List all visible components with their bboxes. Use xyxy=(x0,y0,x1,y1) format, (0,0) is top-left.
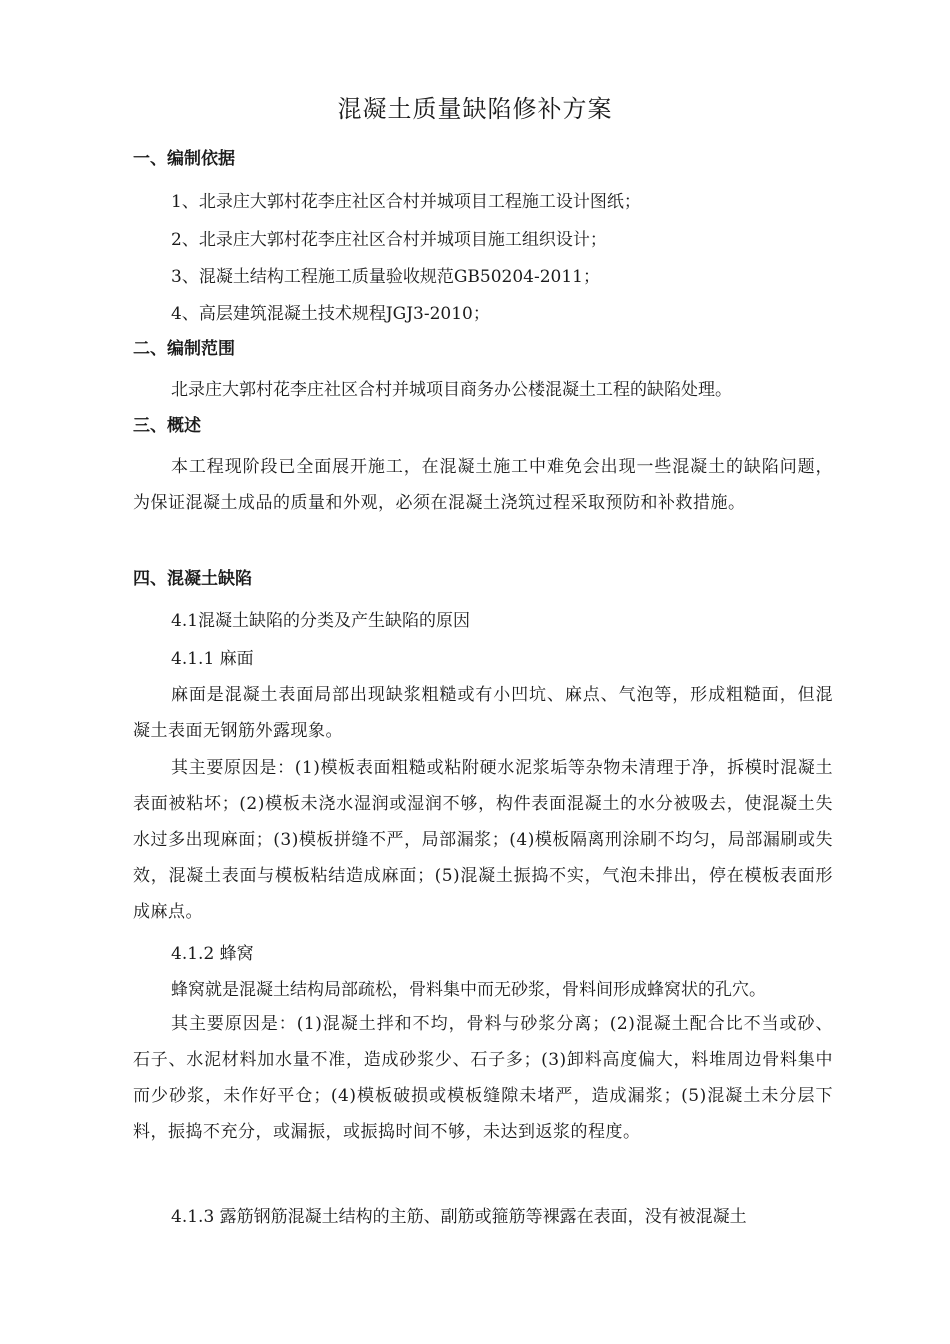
scope-text: 北录庄大郭村花李庄社区合村并城项目商务办公楼混凝土工程的缺陷处理。 xyxy=(171,380,732,400)
subsection-4-1-3: 4.1.3 露筋钢筋混凝土结构的主筋、副筋或箍筋等裸露在表面，没有被混凝土 xyxy=(171,1207,747,1227)
section-heading-scope: 二、编制范围 xyxy=(133,339,235,359)
pitting-causes-paragraph: 其主要原因是：(1)模板表面粗糙或粘附硬水泥浆垢等杂物未清理于净，拆模时混凝土表面被粘坏；(2)模板未浇水湿润或湿润不够，构件表面混凝土的水分被吸去，使混凝土失水过多出现麻面；(3)模板拼缝不严，局部漏浆；(4)模板隔离刑涂刷不均匀，局部漏刷或失效，混凝土表面与模板粘结造成麻面；(5)混凝土振捣不实，气泡未排出，停在模板表面形成麻点。 xyxy=(133,758,833,922)
honeycomb-causes-paragraph: 其主要原因是：(1)混凝土拌和不均，骨料与砂浆分离；(2)混凝土配合比不当或砂、石子、水泥材料加水量不准，造成砂浆少、石子多；(3)卸料高度偏大，料堆周边骨料集中而少砂浆，未作好平仓；(4)模板破损或模板缝隙未堵严，造成漏浆；(5)混凝土未分层下料，振捣不充分，或漏振，或振捣时间不够，未达到返浆的程度。 xyxy=(133,1014,833,1142)
basis-item-3: 3、混凝土结构工程施工质量验收规范GB50204-2011； xyxy=(171,267,600,287)
section-heading-basis: 一、编制依据 xyxy=(133,149,235,169)
subsection-4-1-1: 4.1.1 麻面 xyxy=(171,649,254,669)
section-heading-defects: 四、混凝土缺陷 xyxy=(133,569,252,589)
subsection-4-1-2: 4.1.2 蜂窝 xyxy=(171,944,254,964)
basis-item-1: 1、北录庄大郭村花李庄社区合村并城项目工程施工设计图纸； xyxy=(171,192,641,212)
pitting-definition-paragraph: 麻面是混凝土表面局部出现缺浆粗糙或有小凹坑、麻点、气泡等，形成粗糙面，但混凝土表面无钢筋外露现象。 xyxy=(133,685,833,741)
basis-item-4: 4、高层建筑混凝土技术规程JGJ3-2010； xyxy=(171,304,490,324)
subsection-4-1: 4.1混凝土缺陷的分类及产生缺陷的原因 xyxy=(171,611,471,631)
basis-item-2: 2、北录庄大郭村花李庄社区合村并城项目施工组织设计； xyxy=(171,230,607,250)
section-heading-overview: 三、概述 xyxy=(133,416,201,436)
document-title: 混凝土质量缺陷修补方案 xyxy=(337,95,613,123)
honeycomb-definition: 蜂窝就是混凝土结构局部疏松，骨料集中而无砂浆，骨料间形成蜂窝状的孔穴。 xyxy=(171,980,766,1000)
overview-paragraph: 本工程现阶段已全面展开施工，在混凝土施工中难免会出现一些混凝土的缺陷问题，为保证混凝土成品的质量和外观，必须在混凝土浇筑过程采取预防和补救措施。 xyxy=(133,457,833,513)
